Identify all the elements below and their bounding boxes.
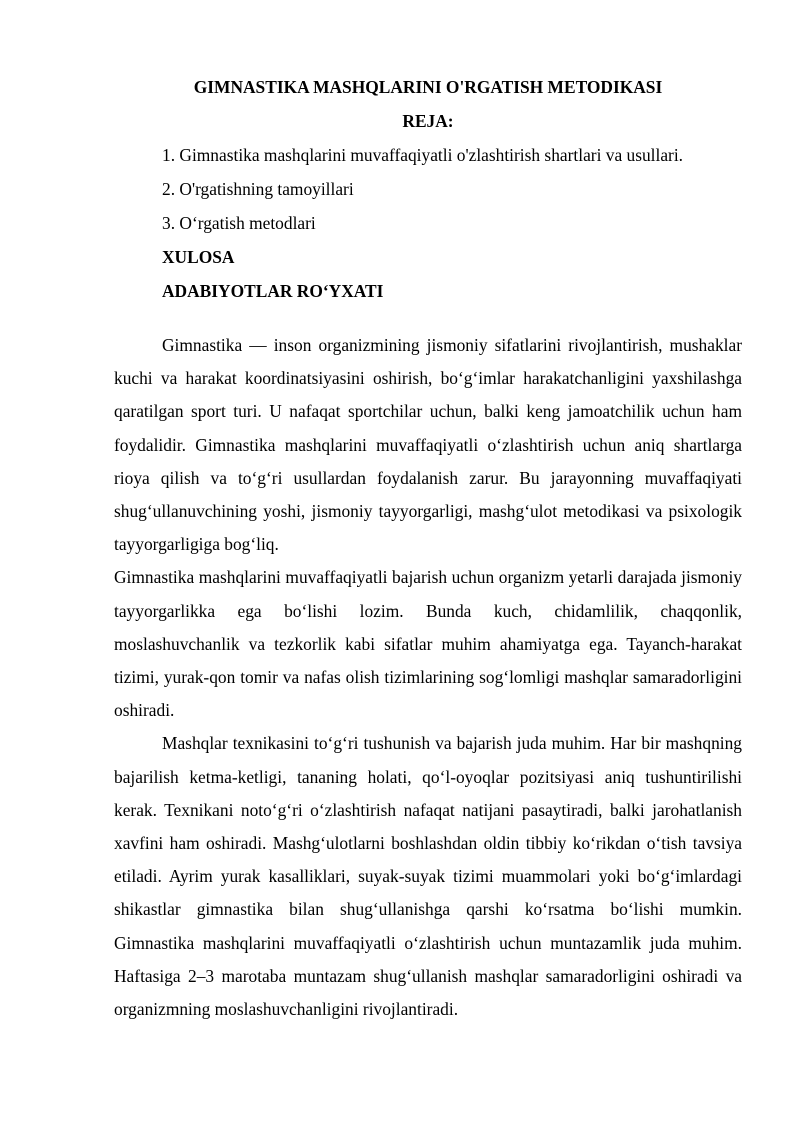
plan-item-references: ADABIYOTLAR RO‘YXATI	[162, 281, 384, 301]
plan-item: 2. O'rgatishning tamoyillari	[162, 179, 354, 199]
body-paragraph: Gimnastika mashqlarini muvaffaqiyatli bajarish uchun organizm yetarli darajada jismoniy tayyorgarlikka ega bo‘lishi lozim. Bunda kuch, chidamlilik, chaqqonlik, moslashuvchanlik va tezkorlik kabi sifatlar muhim ahamiyatga ega. Tayanch-harakat tizimi, yurak-qon tomir va nafas olish tizimlarining sog‘lomligi mashqlar samaradorligini oshiradi.	[114, 567, 742, 721]
plan-item: 1. Gimnastika mashqlarini muvaffaqiyatli o'zlashtirish shartlari va usullari.	[162, 145, 684, 165]
body-paragraph: Gimnastika — inson organizmining jismoniy sifatlarini rivojlantirish, mushaklar kuchi va harakat koordinatsiyasini oshirish, bo‘g‘imlar harakatchanligini yaxshilashga qaratilgan sport turi. U nafaqat sportchilar uchun, balki keng jamoatchilik uchun ham foydalidir. Gimnastika mashqlarini muvaffaqiyatli o‘zlashtirish uchun aniq shartlarga rioya qilish va to‘g‘ri usullardan foydalanish zarur. Bu jarayonning muvaffaqiyati shug‘ullanuvchining yoshi, jismoniy tayyorgarligi, mashg‘ulot metodikasi va psixologik tayyorgarligiga bog‘liq.	[114, 335, 742, 555]
plan-item: 3. O‘rgatish metodlari	[162, 213, 316, 233]
plan-list	[162, 138, 683, 308]
plan-item-conclusion: XULOSA	[162, 247, 235, 267]
document-body	[114, 329, 742, 1026]
plan-heading: REJA:	[402, 111, 454, 131]
document-title: GIMNASTIKA MASHQLARINI O'RGATISH METODIKASI	[193, 77, 663, 97]
body-paragraph: Mashqlar texnikasini to‘g‘ri tushunish va bajarish juda muhim. Har bir mashqning bajarilish ketma-ketligi, tananing holati, qo‘l-oyoqlar pozitsiyasi aniq tushuntirilishi kerak. Texnikani noto‘g‘ri o‘zlashtirish nafaqat natijani pasaytiradi, balki jarohatlanish xavfini ham oshiradi. Mashg‘ulotlarni boshlashdan oldin tibbiy ko‘rikdan o‘tish tavsiya etiladi. Ayrim yurak kasalliklari, suyak-suyak tizimi muammolari yoki bo‘g‘imlardagi shikastlar gimnastika bilan shug‘ullanishga qarshi ko‘rsatma bo‘lishi mumkin. Gimnastika mashqlarini muvaffaqiyatli o‘zlashtirish uchun muntazamlik juda muhim. Haftasiga 2–3 marotaba muntazam shug‘ullanish mashqlar samaradorligini oshiradi va organizmning moslashuvchanligini rivojlantiradi.	[114, 733, 742, 1020]
